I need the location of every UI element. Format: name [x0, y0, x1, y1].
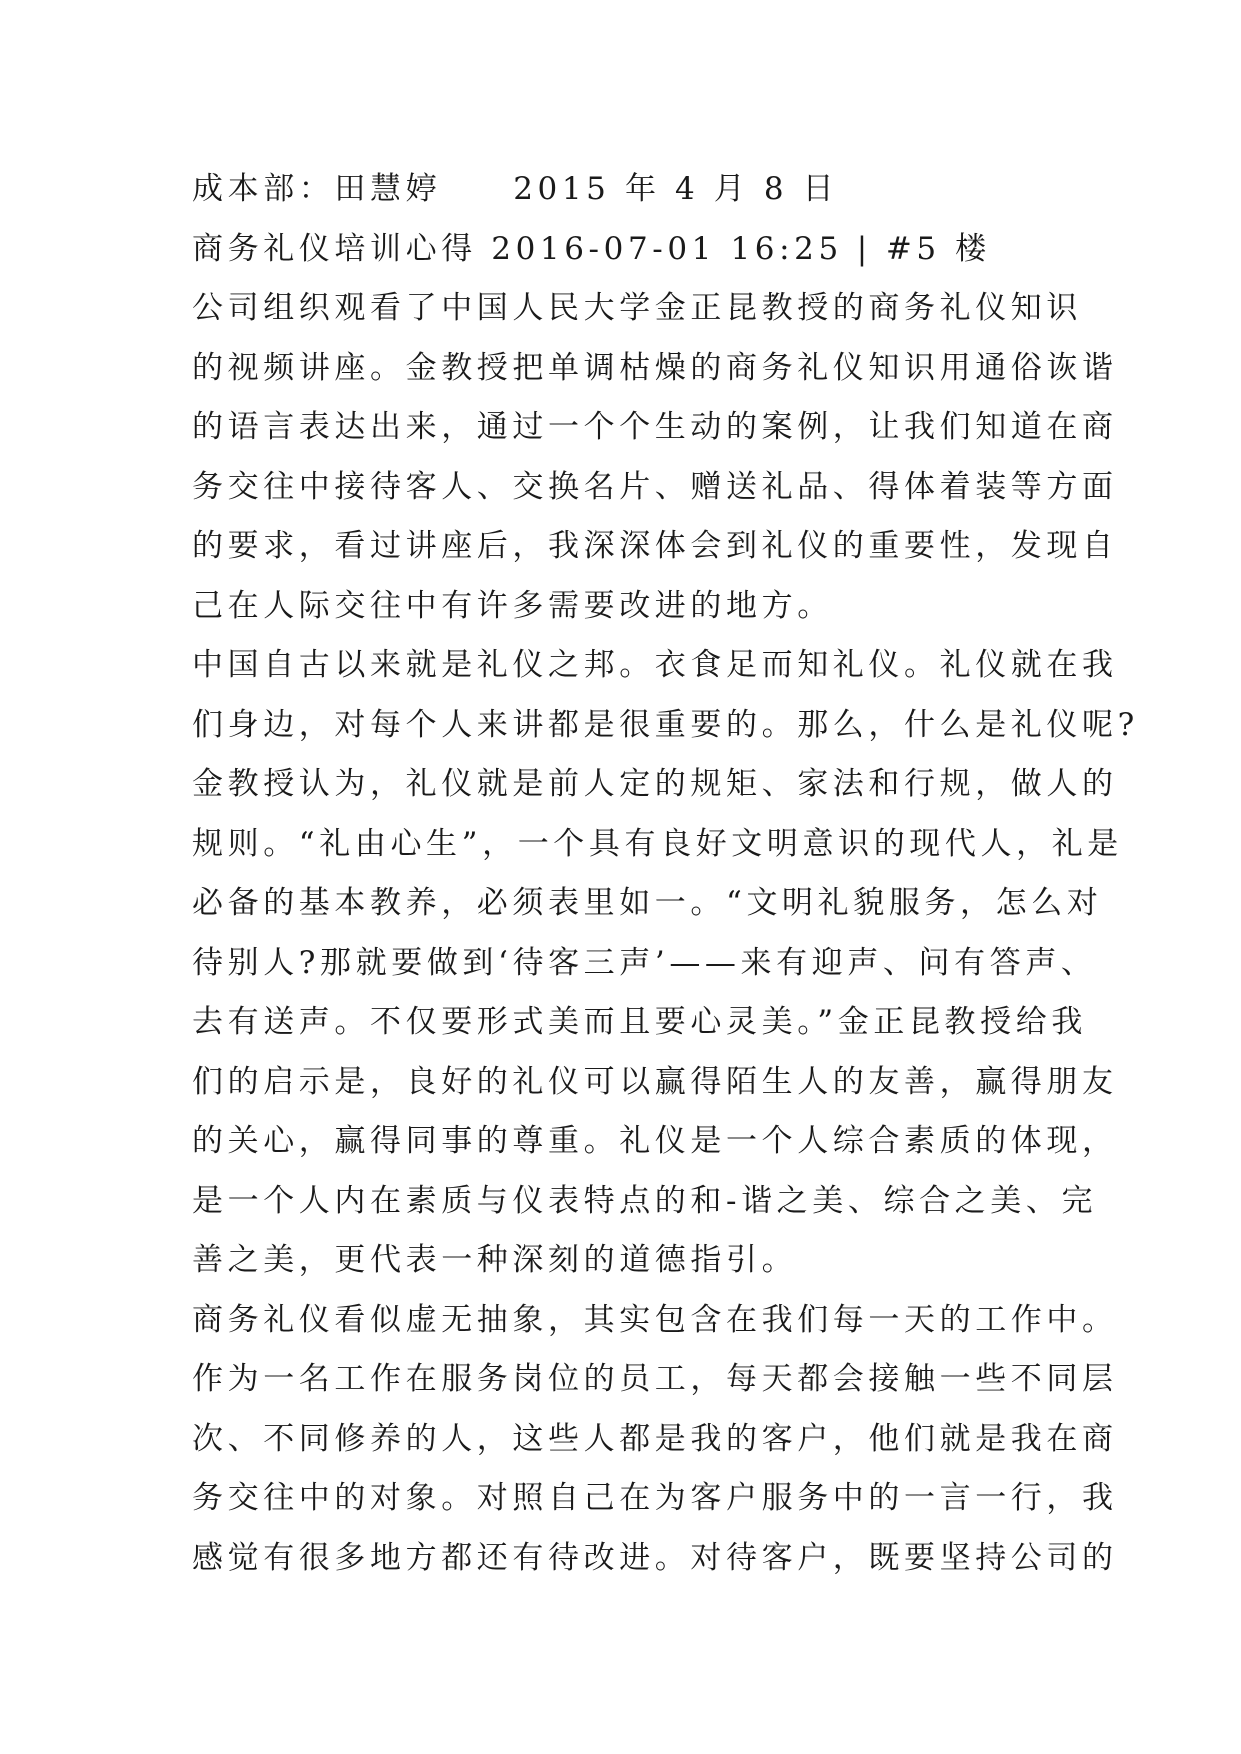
body-line: 务交往中的对象。对照自己在为客户服务中的一言一行，我 [192, 1480, 1118, 1516]
body-line: 公司组织观看了中国人民大学金正昆教授的商务礼仪知识 [192, 290, 1082, 326]
body-line: 感觉有很多地方都还有待改进。对待客户，既要坚持公司的 [192, 1539, 1118, 1576]
body-line: 中国自古以来就是礼仪之邦。衣食足而知礼仪。礼仪就在我 [192, 647, 1118, 683]
body-line: 善之美，更代表一种深刻的道德指引。 [192, 1242, 798, 1278]
body-line: 必备的基本教养，必须表里如一。“文明礼貌服务，怎么对 [192, 885, 1103, 921]
document-text [192, 160, 1139, 1588]
body-line: 去有送声。不仅要形式美而且要心灵美。”金正昆教授给我 [192, 1004, 1087, 1040]
body-line: 金教授认为，礼仪就是前人定的规矩、家法和行规，做人的 [192, 766, 1118, 802]
body-line: 的要求，看过讲座后，我深深体会到礼仪的重要性，发现自 [192, 528, 1118, 564]
body-line: 待别人?那就要做到‘待客三声’——来有迎声、问有答声、 [192, 944, 1097, 981]
date-text: 2015 年 4 月 8 日 [513, 171, 839, 207]
body-line: 规则。“礼由心生”，一个具有良好文明意识的现代人，礼是 [192, 825, 1123, 862]
body-line: 商务礼仪看似虚无抽象，其实包含在我们每一天的工作中。 [192, 1301, 1118, 1338]
body-line: 己在人际交往中有许多需要改进的地方。 [192, 587, 833, 624]
body-line: 们身边，对每个人来讲都是很重要的。那么，什么是礼仪呢? [192, 706, 1139, 743]
author-line: 成本部：田慧婷 [192, 171, 442, 207]
body-line: 务交往中接待客人、交换名片、赠送礼品、得体着装等方面 [192, 468, 1118, 505]
body-line: 是一个人内在素质与仪表特点的和-谐之美、综合之美、完 [192, 1182, 1098, 1219]
body-line: 们的启示是，良好的礼仪可以赢得陌生人的友善，赢得朋友 [192, 1063, 1118, 1100]
title-separator: | [856, 230, 872, 267]
body-line: 的视频讲座。金教授把单调枯燥的商务礼仪知识用通俗诙谐 [192, 349, 1118, 386]
author-date-line [192, 160, 1062, 220]
body-line: 次、不同修养的人，这些人都是我的客户，他们就是我在商 [192, 1420, 1118, 1457]
post-title: 商务礼仪培训心得 2016-07-01 16:25 [192, 230, 843, 267]
floor-number: #5 楼 [885, 230, 991, 267]
body-line: 的语言表达出来，通过一个个生动的案例，让我们知道在商 [192, 409, 1118, 445]
title-line [192, 220, 1062, 280]
body-line: 作为一名工作在服务岗位的员工，每天都会接触一些不同层 [192, 1361, 1118, 1397]
body-line: 的关心，赢得同事的尊重。礼仪是一个人综合素质的体现， [192, 1123, 1118, 1159]
